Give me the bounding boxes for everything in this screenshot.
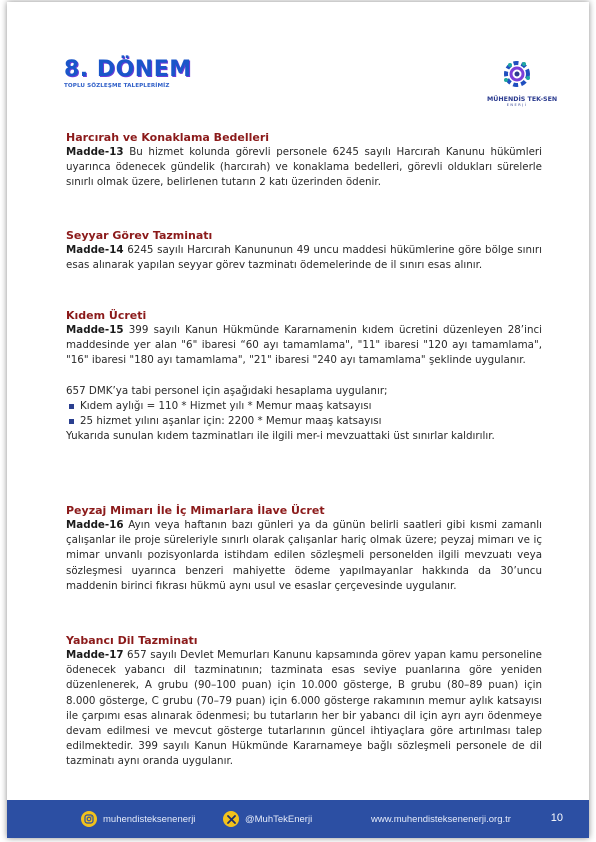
footer-website[interactable]: [371, 811, 511, 827]
section-kidem: [66, 308, 542, 444]
list-item: Kıdem aylığı = 110 * Hizmet yılı * Memur maaş katsayısı: [66, 399, 542, 414]
x-icon: [223, 811, 239, 827]
section-paragraph: [66, 518, 542, 594]
website-link[interactable]: www.muhendisteksenenerji.org.tr: [371, 813, 511, 825]
footer-x[interactable]: [223, 811, 312, 827]
section-paragraph: [66, 145, 542, 191]
section-title: Seyyar Görev Tazminatı: [66, 229, 213, 242]
page-number: 10: [550, 812, 563, 824]
section-seyyar: [66, 228, 542, 273]
section-title: Yabancı Dil Tazminatı: [66, 634, 198, 647]
article-number: Madde-13: [66, 146, 124, 158]
article-number: Madde-16: [66, 519, 124, 531]
article-text: 6245 sayılı Harcırah Kanununun 49 uncu maddesi hükümlerine göre bölge sınırı esas alınarak yapılan seyyar görev tazminatı ödemelerinde de il sınırı esas alınır.: [66, 244, 542, 272]
brand-title: 8. DÖNEM: [64, 57, 192, 82]
footer-instagram[interactable]: [81, 811, 195, 827]
list-item: 25 hizmet yılını aşanlar için: 2200 * Memur maaş katsayısı: [66, 414, 542, 429]
brand-block: [64, 58, 192, 90]
calc-list: [66, 399, 542, 429]
section-paragraph: [66, 243, 542, 273]
union-logo: [487, 56, 558, 107]
x-handle: @MuhTekEnerji: [245, 813, 313, 825]
article-text: 399 sayılı Kanun Hükmünde Kararnamenin kıdem ücretini düzenleyen 28’inci maddesinde yer alan "6" ibaresi “60 ayı tamamlama", "11" ibaresi "120 ayı tamamlama", "16" ibaresi "180 ayı tamamlama", "21" ibaresi "240 ayı tamamlama" şeklinde uygulanır.: [66, 324, 542, 367]
calc-outro: Yukarıda sunulan kıdem tazminatları ile ilgili mer-i mevzuattaki üst sınırlar kaldırılır.: [66, 430, 495, 443]
section-paragraph: [66, 648, 542, 770]
section-harcirah: [66, 130, 542, 191]
brand-subtitle: TOPLU SÖZLEŞME TALEPLERİMİZ: [64, 83, 170, 89]
section-title: Peyzaj Mimarı İle İç Mimarlara İlave Ücret: [66, 504, 325, 517]
article-number: Madde-17: [66, 649, 124, 661]
section-paragraph: [66, 323, 542, 369]
section-yabanci-dil: [66, 633, 542, 770]
article-text: 657 sayılı Devlet Memurları Kanunu kapsamında görev yapan kamu personeline ödenecek yabancı dil tazminatının; tazminata esas seviye puanlarına göre yeniden düzenlenerek, A grubu (90–100 puan) için 10.000 gösterge, B grubu (80–89 puan) için 8.000 gösterge, C grubu (70–79 puan) için 6.000 gösterge rakamının memur aylık katsayısı ile çarpımı esas alınarak ödenmesi; bu tutarların her bir yabancı dil için ayrı ayrı ödenmeye devam edilmesi ve mevcut gösterge tutarlarının güncel ihtiyaçlara göre artırılması talep edilmektedir. 399 sayılı Kanun Hükmünde Kararnameye bağlı sözleşmeli personele de dil tazminatı aynı oranda uygulanır.: [66, 649, 542, 768]
footer-bar: [7, 800, 589, 838]
article-text: Bu hizmet kolunda görevli personele 6245 sayılı Harcırah Kanunu hükümleri uyarınca ödenecek gündelik (harcırah) ve konaklama bedelleri, görevli oldukları sürelerle sınırlı olmak üzere, belirlenen tutarın 2 katı üzerinden ödenir.: [66, 146, 543, 189]
article-number: Madde-15: [66, 324, 124, 336]
gear-logo-icon: [497, 56, 537, 94]
article-text: Ayın veya haftanın bazı günleri ya da günün belirli saatleri gibi kısmi zamanlı çalışanlar ile proje süreleriyle sınırlı olarak çalışanlar hariç olmak üzere; peyzaj mimarı ve iç mimar unvanlı pozisyonlarda istihdam edilen sözleşmeli personelden ilgili mevzuatı veya sözleşmesi uyarınca benzeri mahiyette ödeme yapılmayanlar hakkında da 30’uncu maddenin birinci fıkrası hükmü aynı usul ve esaslar çerçevesinde uygulanır.: [66, 519, 543, 592]
logo-subtitle: ENERJİ: [506, 103, 528, 107]
section-peyzaj: [66, 503, 542, 594]
instagram-icon: [81, 811, 97, 827]
article-number: Madde-14: [66, 244, 124, 256]
instagram-handle: muhendisteksenenerji: [103, 813, 196, 825]
logo-name: MÜHENDİS TEK-SEN: [487, 96, 558, 103]
section-title: Harcırah ve Konaklama Bedelleri: [66, 131, 270, 144]
section-title: Kıdem Ücreti: [66, 309, 147, 322]
calc-intro: 657 DMK’ya tabi personel için aşağıdaki hesaplama uygulanır;: [66, 384, 388, 397]
